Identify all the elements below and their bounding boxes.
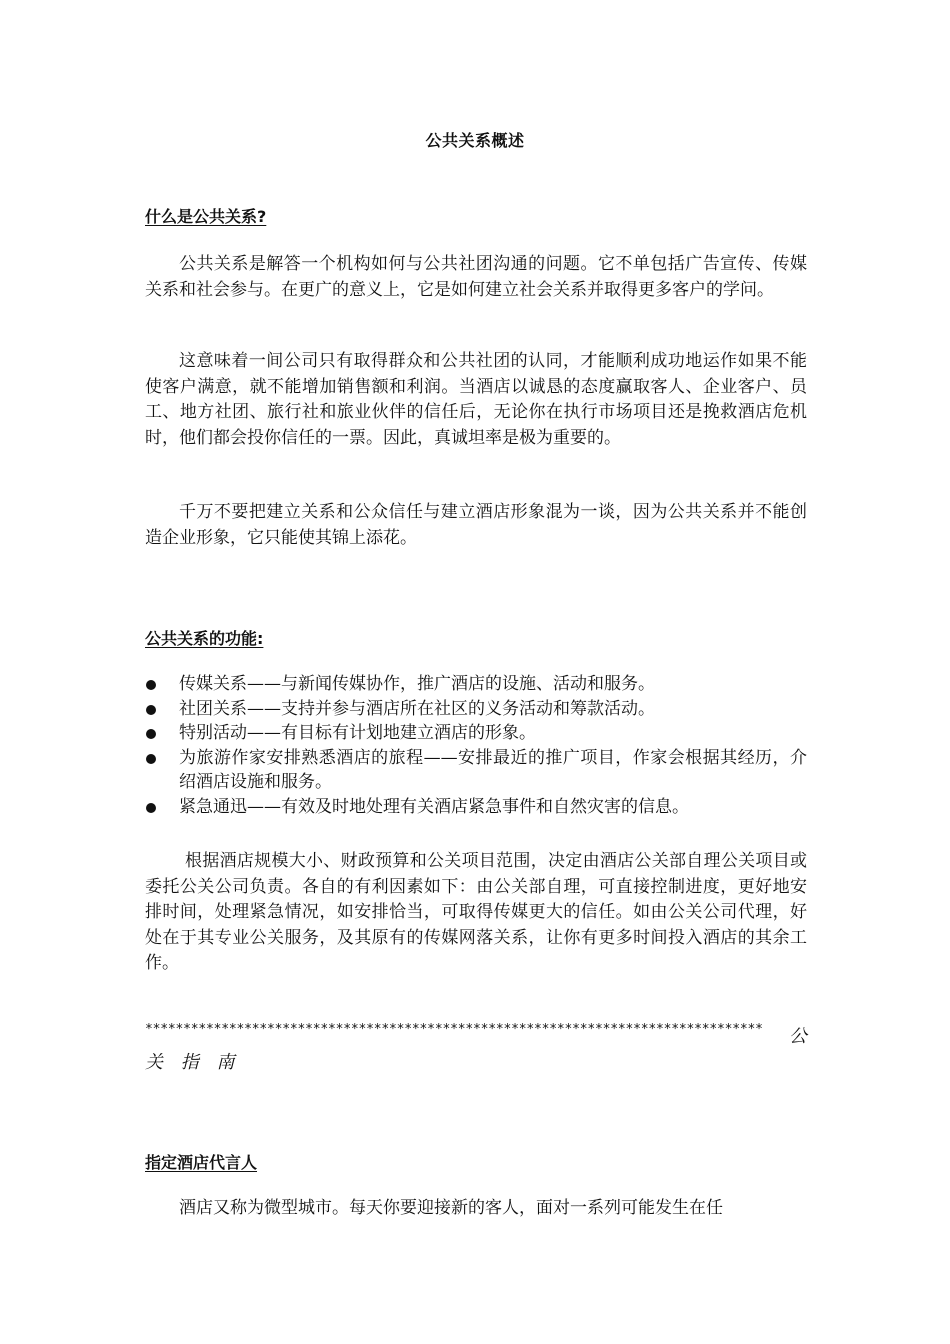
paragraph-pr-image: 千万不要把建立关系和公众信任与建立酒店形象混为一谈，因为公共关系并不能创造企业形象，它只能使其锦上添花。: [145, 502, 807, 548]
bullet-icon: [146, 803, 156, 813]
section-divider-stars: *********************************************************************************: [145, 1022, 763, 1037]
section-heading-what-is-pr: 什么是公共关系?: [145, 207, 267, 226]
list-item-text: 传媒关系——与新闻传媒协作，推广酒店的设施、活动和服务。: [179, 674, 655, 694]
bullet-icon: [146, 754, 156, 764]
list-item: [145, 746, 807, 795]
list-item: [145, 697, 807, 722]
paragraph-pr-inhouse-vs-agency: 根据酒店规模大小、财政预算和公关项目范围，决定由酒店公关部自理公关项目或委托公关公司负责。各自的有利因素如下：由公关部自理，可直接控制进度，更好地安排时间，处理紧急情况，如安排恰当，可取得传媒更大的信任。如由公关公司代理，好处在于其专业公关服务，及其原有的传媒网落关系，让你有更多时间投入酒店的其余工作。: [145, 851, 807, 974]
list-item: [145, 672, 807, 697]
document-title: 公共关系概述: [425, 131, 525, 150]
pr-functions-list: [145, 672, 807, 820]
list-item-text: 特别活动——有目标有计划地建立酒店的形象。: [179, 723, 536, 744]
list-item-text: 紧急通迅——有效及时地处理有关酒店紧急事件和自然灾害的信息。: [179, 796, 689, 817]
list-item: [145, 795, 807, 820]
section-heading-pr-functions: 公共关系的功能:: [145, 629, 264, 648]
list-item-text: 社团关系——支持并参与酒店所在社区的义务活动和筹款活动。: [179, 698, 655, 719]
paragraph-pr-trust: 这意味着一间公司只有取得群众和公共社团的认同，才能顺利成功地运作如果不能使客户满意，就不能增加销售额和利润。当酒店以诚恳的态度赢取客人、企业客户、员工、地方社团、旅行社和旅业伙伴的信任后，无论你在执行市场项目还是挽救酒店危机时，他们都会投你信任的一票。因此，真诚坦率是极为重要的。: [145, 351, 807, 448]
pr-guide-title-part2: 关 指 南: [145, 1052, 241, 1073]
list-item: [145, 721, 807, 746]
paragraph-spokesperson: 酒店又称为微型城市。每天你要迎接新的客人，面对一系列可能发生在任: [179, 1198, 723, 1218]
list-item-text: 为旅游作家安排熟悉酒店的旅程——安排最近的推广项目，作家会根据其经历，介绍酒店设施和服务。: [179, 747, 807, 793]
paragraph-pr-definition: 公共关系是解答一个机构如何与公共社团沟通的问题。它不单包括广告宣传、传媒关系和社会参与。在更广的意义上，它是如何建立社会关系并取得更多客户的学问。: [145, 254, 807, 300]
pr-guide-title-part1: 公: [789, 1026, 807, 1047]
section-heading-spokesperson: 指定酒店代言人: [145, 1153, 258, 1172]
bullet-icon: [146, 705, 156, 715]
bullet-icon: [146, 729, 156, 739]
bullet-icon: [146, 680, 156, 690]
